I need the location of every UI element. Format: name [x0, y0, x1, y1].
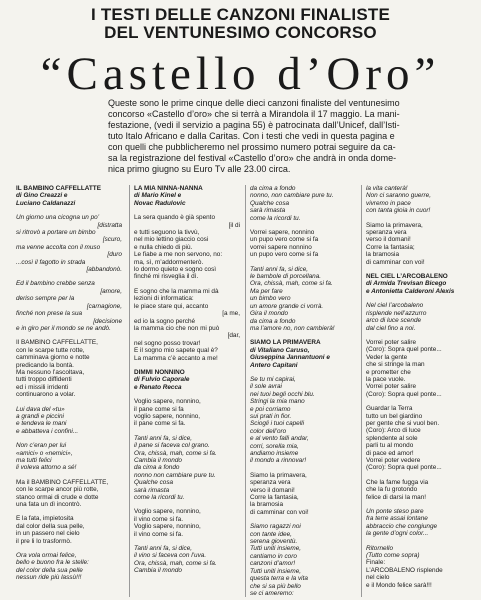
lyric-line: deriso sempre per la	[16, 295, 75, 303]
song-authors: e Antonietta Calderoni Alexis	[366, 287, 455, 295]
lyric-line: la bramosia	[250, 501, 284, 509]
lyric-line: le bambole di porcellana.	[250, 273, 322, 281]
lyric-line: Voglio sapere, nonnino,	[134, 398, 201, 406]
stanza-gap	[134, 501, 240, 508]
lyrics-column-1	[16, 185, 122, 597]
lyric-line: e abbatteva i confini...	[16, 427, 79, 435]
stanza-gap	[250, 516, 356, 523]
song-authors: di Armida Trevisan Bicego	[366, 280, 447, 288]
lyric-line: Tanti anni fa, si dice,	[134, 545, 193, 553]
lyric-line: e nulla chiedo di più.	[134, 243, 193, 251]
intro-line: festazione, (vedi il servizio a pagina 55) è patrocinata dall’Unicef, dall’Isti-	[108, 120, 400, 130]
lyric-line: dal ciel fino a noi.	[366, 324, 416, 332]
lyric-line: Corre la fantasia;	[366, 243, 415, 251]
lyric-line: il pane come si fa.	[134, 420, 186, 428]
lyric-line: parli tu al mondo	[366, 442, 414, 450]
lyric-line: verso il domani!	[366, 236, 411, 244]
song-title: LA MIA NINNA-NANNA	[134, 185, 203, 192]
headline-line-1: I TESTI DELLE CANZONI FINALISTE	[91, 5, 390, 24]
lyric-line: il vino si faceva con l’uva.	[134, 552, 207, 560]
lyric-line: L’ARCOBALENO risplende	[366, 566, 443, 574]
lyric-line: sarà rimasta	[250, 207, 286, 215]
lyric-line: E sogno che la mamma mi dà	[134, 287, 219, 295]
lyric-line: vorrei sapere nonnino	[250, 243, 312, 251]
lyric-line: sui prati in fior.	[250, 412, 292, 420]
stanza-gap	[250, 465, 356, 472]
lyric-line: da cima a fondo	[250, 185, 296, 192]
lyric-line: canzoni d’amor!	[250, 560, 296, 568]
lyric-line: Qualche cosa	[250, 199, 290, 207]
lyric-line: Voglio sapere, nonnino,	[134, 508, 201, 516]
lyric-line: [scuro,	[102, 236, 122, 244]
lyric-line: [il di	[228, 221, 240, 229]
song-authors: di Gino Creazzi e	[16, 192, 68, 200]
stanza-gap	[134, 538, 240, 545]
lyric-line: in un passero nel cielo	[16, 530, 80, 538]
lyric-line: un amore grande ci vorrà.	[250, 302, 324, 310]
lyric-line: di camminar con voi!	[250, 508, 309, 516]
stanza-gap	[366, 538, 472, 545]
column-divider	[245, 185, 246, 597]
song-title: SIAMO LA PRIMAVERA	[250, 339, 321, 347]
lyric-line: lezioni di informatica:	[134, 295, 194, 303]
stanza-gap	[16, 332, 122, 339]
lyrics-columns	[16, 185, 472, 597]
lyric-line: Vorrei poter vedere	[366, 457, 421, 464]
song-authors: e Renato Recca	[134, 383, 182, 391]
lyric-line: la mamma cio che non mi può	[134, 324, 220, 332]
lyric-line: Siamo la primavera,	[250, 471, 307, 479]
lyric-line: Tanti anni fa, si dice,	[250, 265, 309, 273]
stanza-gap	[250, 332, 356, 339]
lyric-line: [abbandonò.	[86, 266, 122, 274]
lyric-line: [decisione	[93, 317, 122, 325]
lyric-line: Veder la gente	[366, 353, 408, 361]
lyric-line: ma l’amore no, non cambierà!	[250, 324, 335, 332]
intro-line: con quelli che pubblicheremo nel prossimo numero potrai seguire da ca-	[108, 142, 396, 152]
lyric-line: ...così il fagotto in strada	[16, 258, 86, 266]
lyric-line: Ora, chissà, mah, come si fa.	[134, 559, 217, 567]
lyric-line: che la fu grotondo	[366, 486, 418, 494]
lyric-line: il sole avrai	[250, 383, 282, 391]
lyric-line: dal color della sua pelle,	[16, 522, 85, 530]
stanza-gap	[134, 391, 240, 398]
lyric-line: Che la fame fugga via	[366, 478, 429, 486]
lyric-line: e il Mondo felice sarà!!!	[366, 581, 432, 589]
headline-line-2: DEL VENTUNESIMO CONCORSO	[104, 23, 377, 42]
lyric-line: Ora vola ormai felice,	[16, 552, 77, 560]
lyric-line: nei tuoi begli occhi blu.	[250, 390, 315, 398]
lyric-line: il pre li lo trasformò.	[16, 537, 72, 545]
lyric-line: la pace vuole.	[366, 375, 406, 383]
lyric-line: finché mi risveglia il dì.	[134, 273, 199, 281]
lyric-line: ma, sì, m’addormenterò.	[134, 258, 204, 266]
lyric-line: li voleva attorno a sé!	[16, 464, 77, 472]
lyrics-column-2	[134, 185, 240, 597]
stanza-gap	[366, 332, 472, 339]
intro-paragraph	[108, 98, 468, 175]
lyric-line: Cambia il mondo	[134, 457, 182, 464]
lyric-line: [amore,	[100, 287, 122, 295]
lyric-line: Vorrei poter salire	[366, 338, 417, 346]
lyric-line: La sera quando è già spento	[134, 214, 216, 222]
lyric-line: finché non prese la sua	[16, 310, 83, 318]
lyric-line: nel cielo	[366, 574, 390, 582]
lyric-line: (Coro): Arco di luce	[366, 427, 421, 435]
lyric-line: che si sa più bello	[250, 582, 301, 590]
lyric-line: Il BAMBINO CAFFELLATTE,	[16, 339, 98, 347]
lyric-line: Non c’eran per lui	[16, 442, 67, 450]
lyric-line: da cima a fondo	[250, 317, 296, 325]
lyric-line: e prometter che	[366, 368, 411, 376]
lyric-line: che si stringe la man	[366, 361, 425, 369]
lyric-line: il pane si faceva col grano.	[134, 442, 210, 450]
stanza-gap	[366, 501, 472, 508]
lyric-line: Guardar la Terra	[366, 405, 413, 413]
intro-line: nica primo giugno su Euro Tv alle 23.00 circa.	[108, 164, 291, 174]
lyric-line: la vita canterà!	[366, 185, 408, 192]
lyrics-column-4	[366, 185, 472, 597]
lyric-line: predicando la bontà.	[16, 361, 74, 369]
lyric-line: il pane come si fa	[134, 405, 184, 413]
song-authors: Novac Radulovic	[134, 199, 186, 207]
lyric-line: fra terre assai lontane	[366, 515, 428, 523]
lyric-line: Ma nessuno l’ascoltava,	[16, 368, 85, 376]
lyric-line: (Tutto come sopra)	[366, 552, 420, 560]
song-authors: di Fulvio Caporale	[134, 376, 190, 384]
lyric-line: il vino come si fa.	[134, 515, 184, 523]
lyric-line: nel sogno posso trovar!	[134, 339, 201, 347]
stanza-gap	[16, 545, 122, 552]
lyric-line: La mamma c’è accanto a me!	[134, 354, 218, 362]
stanza-gap	[16, 508, 122, 515]
lyric-line: arco di luce scende	[366, 317, 422, 325]
lyric-line: Corre la fantasia,	[250, 494, 299, 502]
lyric-line: splendente al sole	[366, 434, 418, 442]
song-authors: di Mario Kinel e	[134, 192, 182, 200]
lyric-line: serena gioventù.	[250, 538, 298, 546]
lyric-line: lo dormo quieto e sogno così	[134, 266, 217, 274]
lyric-line: Ed il bambino crebbe senza	[16, 280, 95, 288]
lyric-line: ma tutti felici	[16, 457, 52, 464]
lyric-line: e poi corriamo	[250, 405, 291, 413]
lyric-line: il vino come si fa.	[134, 530, 184, 538]
lyric-line: risplende nell’azzurro	[366, 309, 427, 317]
lyric-line: Un ponte steso pare	[366, 508, 424, 516]
lyric-line: la bramosia	[366, 251, 400, 259]
lyric-line: da cima a fondo	[134, 464, 180, 472]
stanza-gap	[250, 369, 356, 376]
lyric-line: Ma per fare	[250, 287, 283, 295]
intro-line: sa la registrazione del festival «Castello d’oro» che andrà in onda dome-	[108, 153, 397, 163]
lyric-line: [carnagione,	[86, 302, 122, 310]
lyric-line: di pace ed amor!	[366, 449, 414, 457]
lyric-line: ed io la sogno perché	[134, 317, 196, 325]
lyric-line: Vorrei sapere, nonnino	[250, 229, 315, 237]
lyric-line: del color della sua pelle	[16, 566, 83, 574]
stanza-gap	[16, 273, 122, 280]
lyric-line: tutti troppo diffidenti	[16, 376, 72, 384]
lyric-line: Gira il mondo	[250, 310, 289, 318]
song-authors: Antero Capitani	[250, 361, 298, 369]
stanza-gap	[134, 281, 240, 288]
lyric-line: Tutti uniti insieme,	[250, 545, 302, 553]
lyric-line: (Coro): Sopra quel ponte...	[366, 346, 442, 354]
lyric-line: cantiamo in coro	[250, 552, 297, 560]
stanza-gap	[250, 259, 356, 266]
lyric-line: Ora, chissà, mah, come si fa.	[250, 280, 333, 288]
song-authors: Luciano Caldanazzi	[16, 199, 76, 207]
stanza-gap	[366, 398, 472, 405]
lyric-line: (Coro): Sopra quel ponte...	[366, 464, 442, 472]
song-title: NEL CIEL L’ARCOBALENO	[366, 273, 448, 281]
lyric-line: per gente che si vuol ben.	[366, 419, 440, 427]
lyric-line: Ora, chissà, mah, come si fa.	[134, 449, 217, 457]
lyric-line: la gente d’ogni color...	[366, 530, 429, 538]
lyric-line: Ma il BAMBINO CAFFELLATTE,	[16, 478, 109, 486]
lyric-line: «amici» o «nemici»,	[16, 449, 73, 457]
lyric-line: voglio sapere, nonnino,	[134, 412, 201, 420]
column-divider	[129, 185, 130, 597]
lyric-line: nonno non cambiare pure tu.	[134, 471, 216, 479]
lyric-line: stanco ormai di crude e dotte	[16, 493, 99, 501]
stanza-gap	[366, 266, 472, 273]
lyric-line: Tanti anni fa, si dice,	[134, 434, 193, 442]
lyric-line: [dar,	[227, 332, 240, 340]
lyric-line: e tutti seguono la tivvù,	[134, 229, 200, 237]
stanza-gap	[366, 215, 472, 222]
lyric-line: come la ricordi tu.	[250, 214, 301, 222]
stanza-gap	[366, 295, 472, 302]
lyric-line: Le fiabe a me non servono, no:	[134, 251, 223, 259]
lyric-line: Nel ciel l’arcobaleno	[366, 302, 424, 310]
lyric-line: a grandi e piccini	[16, 412, 64, 420]
lyric-line: con le scarpe ancor più rotte,	[16, 486, 99, 494]
song-title: DIMMI NONNINO	[134, 368, 185, 376]
lyric-line: Finale:	[366, 559, 386, 567]
lyric-line: Qualche cosa	[134, 479, 174, 487]
stanza-gap	[366, 472, 472, 479]
lyric-line: Siamo ragazzi noi	[250, 523, 301, 531]
song-title: IL BAMBINO CAFFELLATTE	[16, 185, 101, 192]
lyrics-column-3	[250, 185, 356, 597]
lyric-line: nonno, non cambiare pure tu.	[250, 192, 334, 200]
lyric-line: nel mio lettino giaccio cosi	[134, 236, 209, 244]
stanza-gap	[16, 207, 122, 214]
lyric-line: bello e buono fra le stelle:	[16, 559, 89, 567]
lyric-line: con tanta gioia in cuor!	[366, 207, 431, 215]
lyric-line: Tutti uniti insieme,	[250, 567, 302, 575]
lyric-line: Siamo la primavera,	[366, 221, 423, 229]
lyric-line: ma venne accolta con il muso	[16, 243, 101, 251]
lyric-line: di camminar con voi!	[366, 258, 425, 266]
lyric-line: Cambia il mondo	[134, 567, 182, 575]
stanza-gap	[250, 222, 356, 229]
stanza-gap	[16, 472, 122, 479]
song-authors: Giuseppina Jannantuoni e	[250, 354, 330, 362]
lyric-line: e al vento falli andar,	[250, 435, 309, 443]
lyric-line: Lui dava del «tu»	[16, 405, 65, 413]
lyric-line: camminava giorno e notte	[16, 354, 90, 362]
header	[0, 6, 481, 42]
lyric-line: vivremo in pace	[366, 199, 411, 207]
lyric-line: color dell’oro	[250, 427, 287, 435]
lyric-line: abbraccio che congiunge	[366, 522, 438, 530]
lyric-line: sarà rimasta	[134, 486, 170, 494]
stanza-gap	[134, 207, 240, 214]
lyric-line: felice di darsi la man!	[366, 493, 427, 501]
lyric-line: come la ricordi tu.	[134, 494, 185, 502]
lyric-line: ed i missili irridenti	[16, 383, 69, 391]
lyric-line: Stringi la mia mano	[250, 398, 305, 406]
lyric-line: si ritrovò a portare un bimbo	[16, 229, 96, 237]
lyric-line: con tante idee,	[250, 530, 292, 538]
lyric-line: speranza vera	[366, 229, 407, 237]
lyric-line: questa terra e la vita	[250, 575, 308, 583]
lyric-line: e in giro per il mondo se ne andò.	[16, 324, 111, 332]
lyric-line: le piace stare qui, accanto	[134, 302, 209, 310]
lyric-line: corri, sorella mia,	[250, 442, 299, 450]
lyric-line: e tendeva le mani	[16, 420, 67, 428]
lyric-line: continuarono a volar.	[16, 391, 76, 399]
intro-line: Queste sono le prime cinque delle dieci canzoni finaliste del ventunesimo	[108, 98, 400, 108]
lyric-line: Non ci saranno guerre,	[366, 192, 432, 200]
lyric-line: E il sogno mio sapete qual è?	[134, 347, 218, 355]
column-divider	[361, 185, 362, 597]
lyric-line: tutto un bel giardino	[366, 412, 423, 420]
lyric-line: Sciogli i tuoi capelli	[250, 420, 304, 428]
lyric-line: [distratta	[97, 221, 122, 229]
intro-line: concorso «Castello d’oro» che si terrà a Mirandola il 17 maggio. La mani-	[108, 109, 400, 119]
lyric-line: Ritornello	[366, 544, 393, 552]
lyric-line: speranza vera	[250, 479, 291, 487]
song-authors: di Vitaliano Caruso,	[250, 346, 310, 354]
stanza-gap	[16, 399, 122, 406]
contest-title: “Castello d’Oro”	[40, 48, 441, 100]
stanza-gap	[134, 362, 240, 369]
lyric-line: un pupo vero come si fa	[250, 251, 319, 259]
lyric-line: un bimbo vero	[250, 295, 291, 303]
lyric-line: [a me,	[222, 310, 240, 318]
lyric-line: andiamo insieme	[250, 450, 299, 457]
lyric-line: Vorrei poter salire	[366, 383, 417, 391]
lyric-line: Voglio sapere, nonnino,	[134, 523, 201, 531]
lyric-line: E la fata, impietosita	[16, 515, 74, 523]
lyric-line: (Coro): Sopra quel ponte...	[366, 390, 442, 398]
lyric-line: nessun ride più lassù!!!	[16, 574, 82, 582]
lyric-line: [duro	[107, 251, 122, 259]
lyric-line: verso il domani!	[250, 486, 295, 494]
lyric-line: se ci ameremo:	[250, 589, 294, 597]
lyric-line: il mondo a rinnovar!	[250, 457, 307, 465]
lyric-line: Se tu mi capirai,	[250, 375, 296, 383]
lyric-line: una fata un dì incontrò.	[16, 501, 82, 509]
lyric-line: un pupo vero come si fa	[250, 236, 319, 244]
intro-line: tuto Italo Africano e dalla Caritas. Con i testi che vedi in questa pagina e	[108, 131, 395, 141]
lyric-line: con le scarpe tutte rotte,	[16, 346, 85, 354]
stanza-gap	[134, 428, 240, 435]
stanza-gap	[16, 435, 122, 442]
lyric-line: Un giorno una cicogna un po’	[16, 214, 100, 222]
